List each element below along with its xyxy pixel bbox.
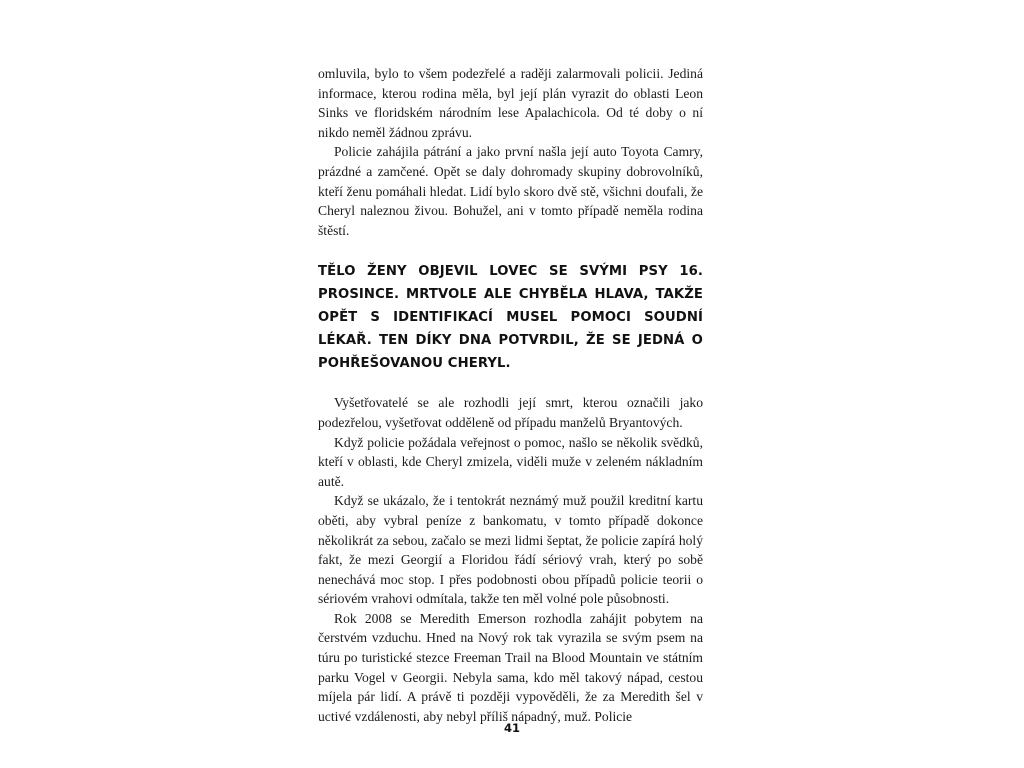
paragraph-3: Vyšetřovatelé se ale rozhodli její smrt, kterou označili jako podezřelou, vyšetřovat odděleně od případu manželů Bryantových. (318, 395, 703, 430)
paragraph-4: Když policie požádala veřejnost o pomoc, našlo se několik svědků, kteří v oblasti, kde Cheryl zmizela, viděli muže v zeleném nákladním autě. (318, 434, 703, 489)
book-page (318, 64, 703, 726)
paragraph-2: Policie zahájila pátrání a jako první našla její auto Toyota Camry, prázdné a zamčené. Opět se daly dohromady skupiny dobrovolníků, kteří ženu pomáhali hledat. Lidí bylo skoro dvě stě, všichni doufali, že Cheryl naleznou živou. Bohužel, ani v tomto případě neměla rodina štěstí. (318, 144, 703, 238)
pull-quote: TĚLO ŽENY OBJEVIL LOVEC SE SVÝMI PSY 16. PROSINCE. MRTVOLE ALE CHYBĚLA HLAVA, TAKŽE OPĚT S IDENTIFIKACÍ MUSEL POMOCI SOUDNÍ LÉKAŘ. TEN DÍKY DNA POTVRDIL, ŽE SE JEDNÁ O POHŘEŠOVANOU CHERYL. (318, 264, 703, 372)
paragraph-6: Rok 2008 se Meredith Emerson rozhodla zahájit pobytem na čerstvém vzduchu. Hned na Nový rok tak vyrazila se svým psem na túru po turistické stezce Freeman Trail na Blood Mountain ve státním parku Vogel v Georgii. Nebyla sama, kdo měl takový nápad, cestou míjela pár lidí. A právě ti později vypověděli, že za Meredith šel v uctivé vzdálenosti, aby nebyl příliš nápadný, muž. Policie (318, 610, 703, 724)
page-number: 41 (503, 721, 520, 735)
paragraph-5: Když se ukázalo, že i tentokrát neznámý muž použil kreditní kartu oběti, aby vybral peníze z bankomatu, v tomto případě dokonce několikrát za sebou, začalo se mezi lidmi šeptat, že policie zapírá holý fakt, že mezi Georgií a Floridou řádí sériový vrah, který po sobě nenechává moc stop. I přes podobnosti obou případů policie teorii o sériovém vrahovi odmítala, takže ten měl volné pole působnosti. (318, 493, 703, 607)
paragraph-1: omluvila, bylo to všem podezřelé a raději zalarmovali policii. Jediná informace, kterou rodina měla, byl její plán vyrazit do oblasti Leon Sinks ve floridském národním lese Apalachicola. Od té doby o ní nikdo neměl žádnou zprávu. (318, 66, 703, 140)
